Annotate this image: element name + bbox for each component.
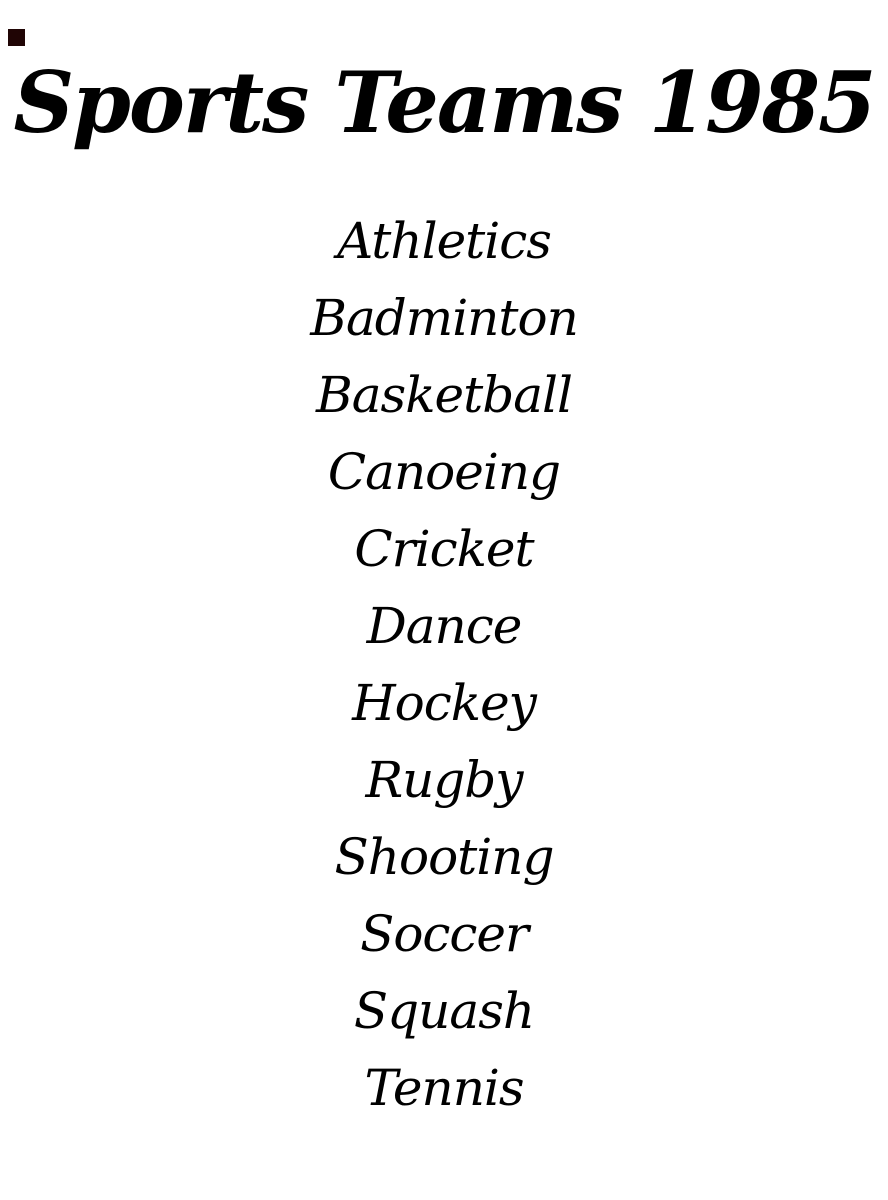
- list-item: Shooting: [334, 828, 554, 886]
- list-item: Basketball: [316, 366, 572, 424]
- list-item: Tennis: [364, 1059, 524, 1117]
- list-item: Soccer: [360, 905, 528, 963]
- list-item: Squash: [353, 982, 535, 1040]
- list-item: Badminton: [310, 289, 578, 347]
- list-item: Athletics: [337, 212, 551, 270]
- page-title: Sports Teams 1985: [13, 53, 875, 152]
- list-item: Hockey: [352, 674, 536, 732]
- list-item: Cricket: [354, 520, 534, 578]
- sports-list: [0, 203, 888, 1127]
- cursor-marker: [8, 29, 25, 46]
- list-item: Canoeing: [327, 443, 561, 501]
- list-item: Dance: [366, 597, 522, 655]
- list-item: Rugby: [365, 751, 523, 809]
